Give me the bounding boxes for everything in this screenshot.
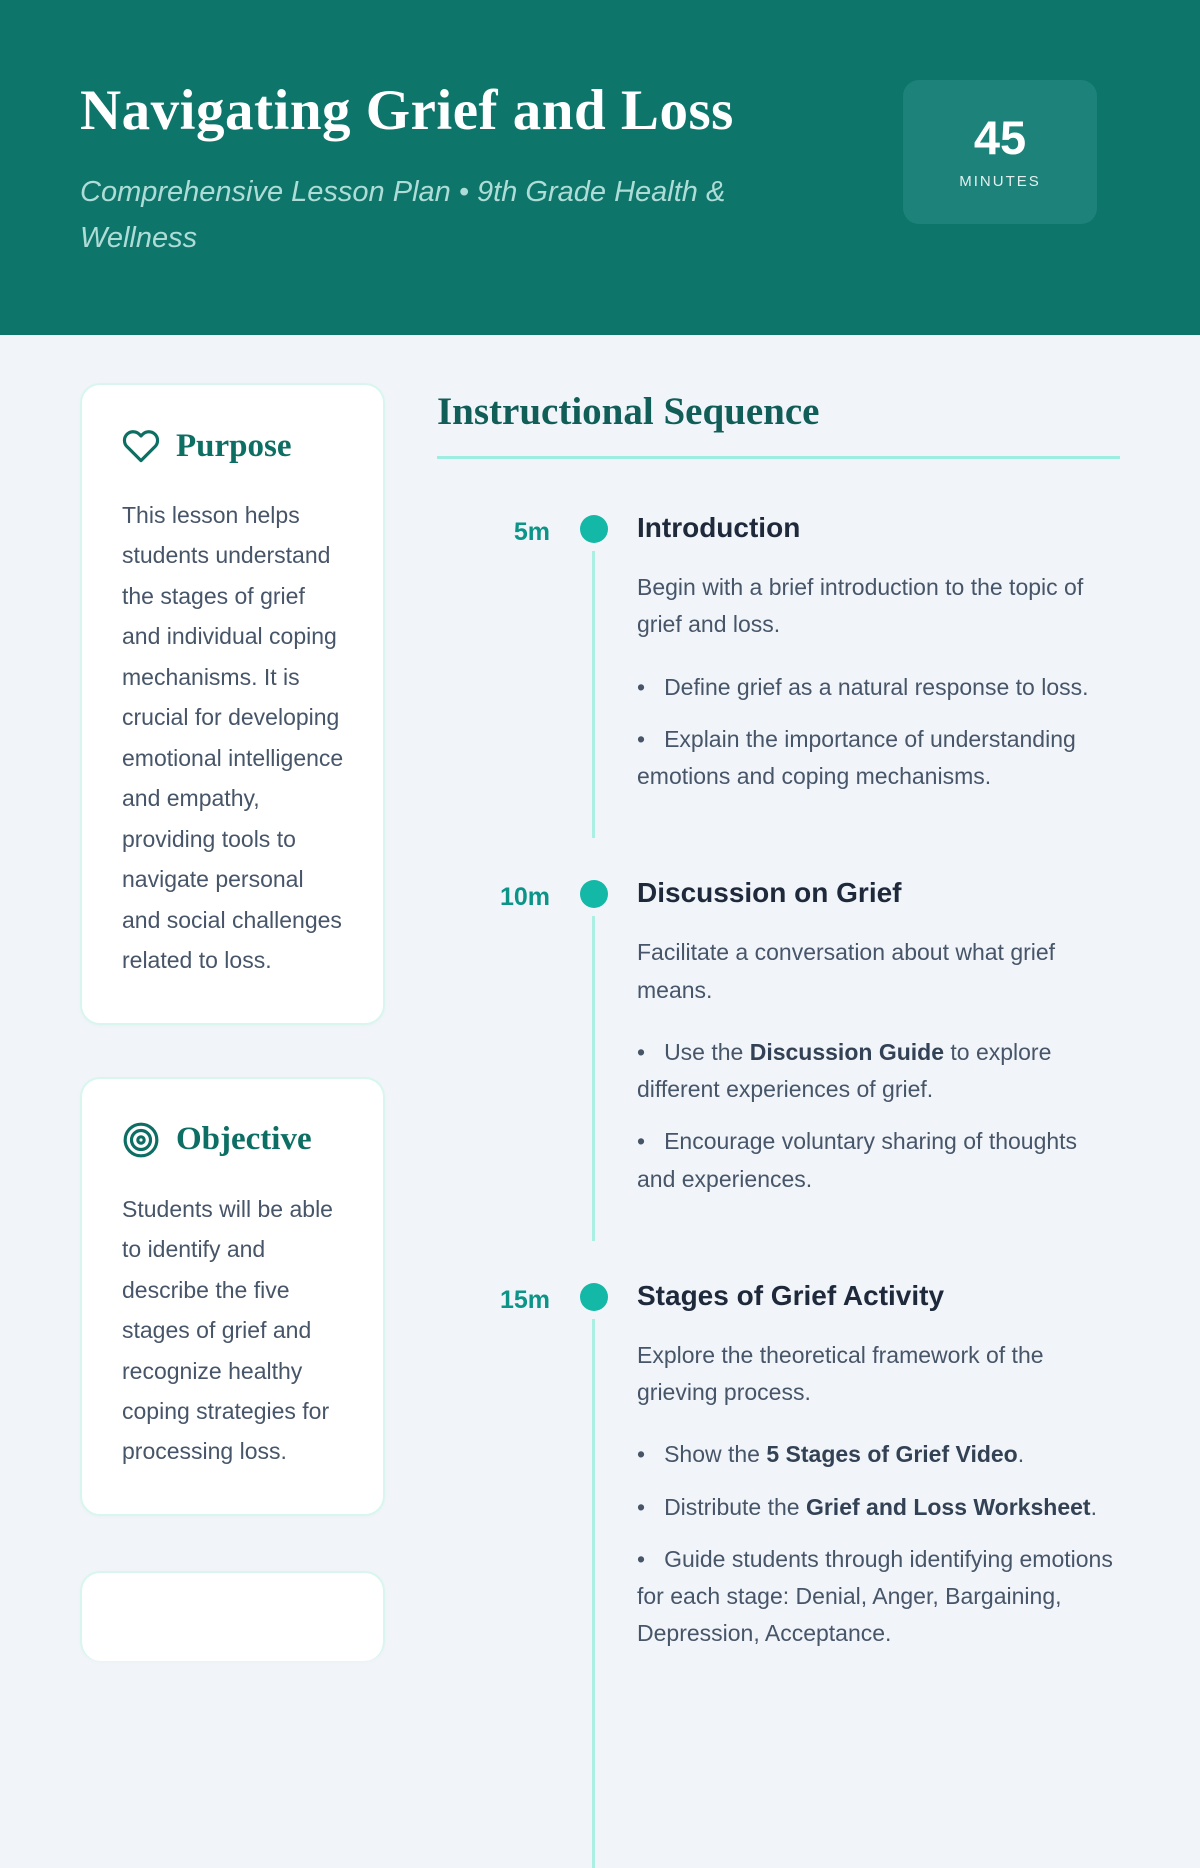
content-area: [0, 335, 1200, 1732]
timeline-dot-icon: [580, 1283, 608, 1311]
timeline-step-bullets: [637, 1436, 1120, 1652]
timeline-item: [437, 509, 1120, 810]
timeline-step-description: Facilitate a conversation about what grief means.: [637, 939, 1056, 1003]
header-text-block: [80, 78, 770, 262]
heading-divider: [437, 456, 1120, 459]
objective-card-body: Students will be able to identify and describe the five stages of grief and recognize healthy coping strategies for processing loss.: [122, 1195, 333, 1465]
timeline-bullet-item: • Use the Discussion Guide to explore different experiences of grief.: [637, 1034, 1120, 1109]
duration-badge: [903, 80, 1097, 224]
timeline-node: [580, 1277, 608, 1668]
section-heading: Instructional Sequence: [437, 390, 820, 433]
purpose-card: [80, 383, 385, 1025]
page-subtitle: Comprehensive Lesson Plan • 9th Grade Health & Wellness: [80, 176, 726, 255]
timeline-bullet-item: • Define grief as a natural response to loss.: [637, 669, 1120, 706]
main-section: [437, 383, 1120, 1732]
timeline-duration-label: 5m: [513, 518, 550, 546]
timeline-step-description: Explore the theoretical framework of the grieving process.: [637, 1341, 1044, 1405]
duration-value: 45: [973, 111, 1027, 164]
sidebar-card-stub: [80, 1571, 385, 1661]
page-header: [0, 0, 1200, 335]
timeline-step-bullets: [637, 669, 1120, 796]
timeline-connector-line: [592, 1319, 595, 1868]
timeline-item: [437, 1277, 1120, 1668]
timeline-duration-label: 10m: [499, 883, 550, 912]
timeline-duration-label: 15m: [499, 1285, 550, 1314]
timeline-step-description: Begin with a brief introduction to the topic of grief and loss.: [637, 574, 1084, 638]
timeline-dot-icon: [580, 880, 608, 908]
purpose-card-body: This lesson helps students understand the stages of grief and individual coping mechanisms. It is crucial for developing emotional intelligence and empathy, providing tools to navigate personal and social challenges related to loss.: [122, 502, 344, 974]
purpose-card-title: Purpose: [176, 427, 292, 464]
timeline-connector-line: [592, 551, 595, 838]
target-icon: [122, 1121, 160, 1159]
timeline-bullet-item: • Show the 5 Stages of Grief Video.: [637, 1436, 1120, 1473]
timeline-item: [437, 874, 1120, 1213]
heart-icon: [122, 427, 160, 465]
timeline-bullet-item: • Explain the importance of understanding emotions and coping mechanisms.: [637, 721, 1120, 796]
timeline-step-title: Discussion on Grief: [637, 877, 902, 909]
timeline-step-content: [608, 874, 1120, 1213]
timeline-bullet-item: • Distribute the Grief and Loss Worksheet.: [637, 1489, 1120, 1526]
timeline-node: [580, 874, 608, 1213]
page-title: Navigating Grief and Loss: [80, 79, 734, 142]
timeline-connector-line: [592, 916, 595, 1241]
sidebar: [80, 383, 385, 1732]
timeline-step-title: Introduction: [637, 512, 801, 543]
timeline-bullet-item: • Guide students through identifying emotions for each stage: Denial, Anger, Bargaining, Depression, Acceptance.: [637, 1541, 1120, 1653]
timeline-step-title: Stages of Grief Activity: [637, 1279, 945, 1311]
timeline-step-content: [608, 509, 1120, 810]
objective-card: [80, 1077, 385, 1516]
duration-unit: MINUTES: [959, 173, 1041, 190]
timeline-bullet-item: • Encourage voluntary sharing of thoughts and experiences.: [637, 1123, 1120, 1198]
timeline-dot-icon: [580, 515, 608, 543]
objective-card-header: [122, 1121, 347, 1159]
purpose-card-header: [122, 427, 347, 465]
instructional-timeline: [437, 509, 1120, 1668]
timeline-step-bullets: [637, 1034, 1120, 1198]
timeline-node: [580, 509, 608, 810]
objective-card-title: Objective: [176, 1121, 312, 1158]
timeline-step-content: [608, 1277, 1120, 1668]
